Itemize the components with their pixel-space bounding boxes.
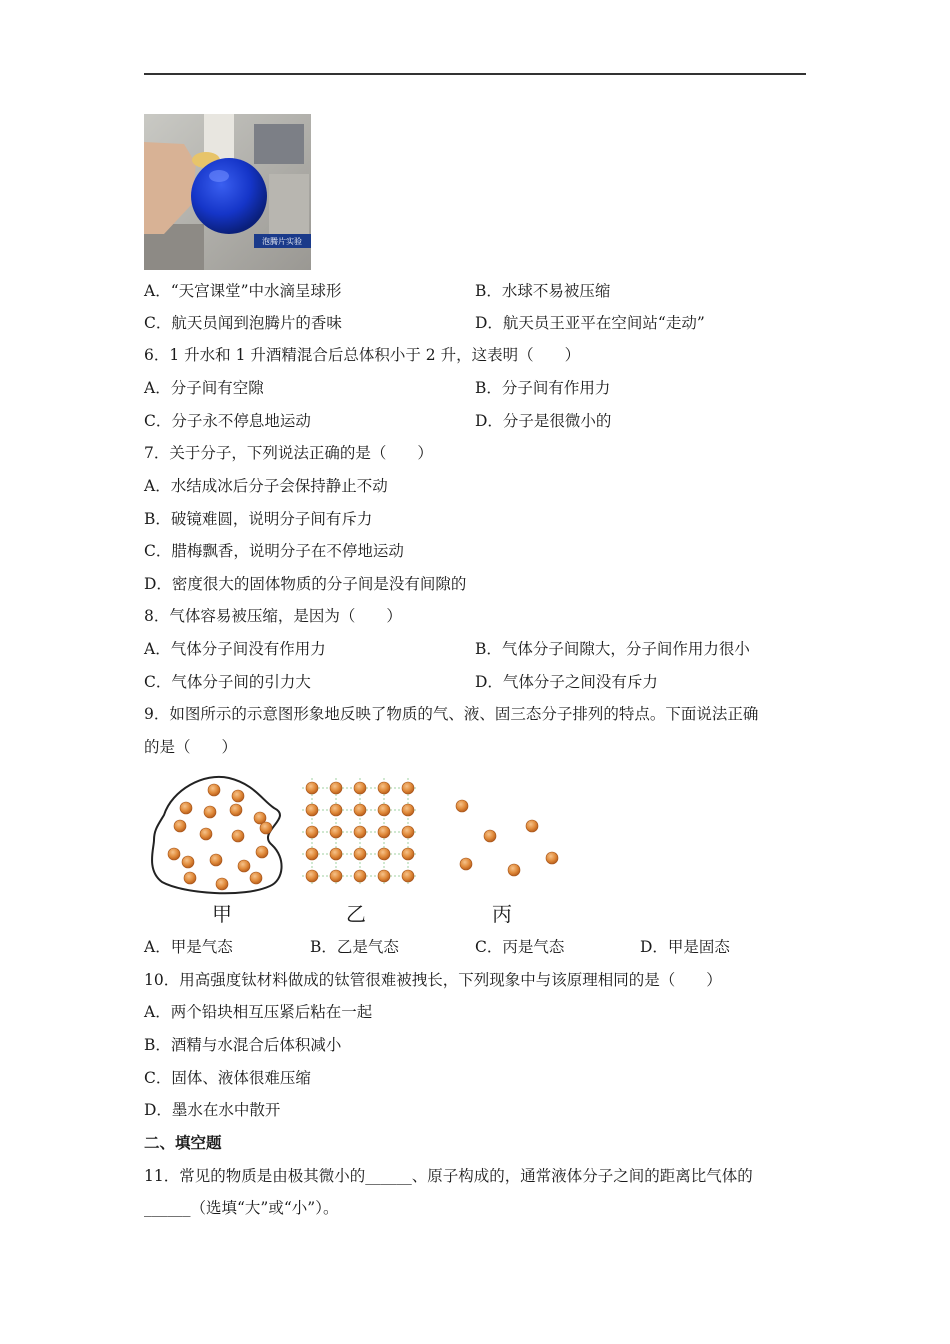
molecule-bing xyxy=(508,864,520,876)
q10-option-b: B．酒精与水混合后体积减小 xyxy=(144,1036,342,1054)
q8-option-b: B．气体分子间隙大，分子间作用力很小 xyxy=(475,640,750,658)
molecule-jia xyxy=(232,790,244,802)
molecule-jia xyxy=(238,860,250,872)
q9-stem-line1: 9．如图所示的示意图形象地反映了物质的气、液、固三态分子排列的特点。下面说法正确 xyxy=(144,705,759,723)
molecule-bing xyxy=(526,820,538,832)
figure-label-yi: 乙 xyxy=(346,902,366,926)
molecule-yi xyxy=(402,870,414,882)
molecule-yi xyxy=(378,848,390,860)
q5-option-d: D．航天员王亚平在空间站“走动” xyxy=(475,314,705,332)
q6-stem: 6．1 升水和 1 升酒精混合后总体积小于 2 升，这表明（ ） xyxy=(144,346,581,364)
molecule-jia xyxy=(168,848,180,860)
q10-option-a: A．两个铅块相互压紧后粘在一起 xyxy=(144,1003,373,1021)
q6-option-c: C．分子永不停息地运动 xyxy=(144,412,311,430)
molecule-bing xyxy=(484,830,496,842)
molecule-jia xyxy=(232,830,244,842)
molecule-yi xyxy=(378,804,390,816)
q9-option-b: B．乙是气态 xyxy=(310,938,399,956)
q9-option-c: C．丙是气态 xyxy=(475,938,565,956)
molecule-jia xyxy=(256,846,268,858)
figure-label-bing: 丙 xyxy=(492,902,512,926)
molecule-jia xyxy=(208,784,220,796)
molecule-yi xyxy=(330,804,342,816)
molecule-jia xyxy=(180,802,192,814)
molecule-yi xyxy=(354,870,366,882)
q9-option-d: D．甲是固态 xyxy=(640,938,730,956)
molecule-jia xyxy=(250,872,262,884)
molecule-yi xyxy=(354,848,366,860)
q5-option-c: C．航天员闻到泡腾片的香味 xyxy=(144,314,342,332)
q9-stem-line2: 的是（ ） xyxy=(144,738,238,756)
q6-option-b: B．分子间有作用力 xyxy=(475,379,611,397)
molecule-yi xyxy=(306,826,318,838)
q8-stem: 8．气体容易被压缩，是因为（ ） xyxy=(144,607,402,625)
section-heading-fill-in: 二、填空题 xyxy=(144,1133,222,1152)
molecule-yi xyxy=(306,848,318,860)
molecule-yi xyxy=(354,782,366,794)
q8-option-d: D．气体分子之间没有斥力 xyxy=(475,673,658,691)
molecule-yi xyxy=(402,848,414,860)
experiment-photo xyxy=(144,114,311,270)
q8-option-c: C．气体分子间的引力大 xyxy=(144,673,311,691)
molecule-yi xyxy=(306,804,318,816)
molecule-yi xyxy=(330,782,342,794)
molecule-yi xyxy=(306,870,318,882)
figure-label-jia: 甲 xyxy=(212,902,232,926)
molecule-bing xyxy=(546,852,558,864)
header-rule xyxy=(144,73,806,75)
q7-option-c: C．腊梅飘香，说明分子在不停地运动 xyxy=(144,542,404,560)
q9-option-a: A．甲是气态 xyxy=(144,938,233,956)
q5-option-a: A．“天宫课堂”中水滴呈球形 xyxy=(144,282,342,300)
q7-option-b: B．破镜难圆，说明分子间有斥力 xyxy=(144,510,373,528)
molecule-yi xyxy=(378,870,390,882)
molecule-jia xyxy=(184,872,196,884)
molecule-bing xyxy=(456,800,468,812)
q8-option-a: A．气体分子间没有作用力 xyxy=(144,640,326,658)
molecule-jia xyxy=(210,854,222,866)
q7-stem: 7．关于分子，下列说法正确的是（ ） xyxy=(144,444,433,462)
molecule-jia xyxy=(204,806,216,818)
q7-option-d: D．密度很大的固体物质的分子间是没有间隙的 xyxy=(144,575,467,593)
molecule-yi xyxy=(330,848,342,860)
molecule-yi xyxy=(402,804,414,816)
photo-caption: 泡腾片实验 xyxy=(262,237,302,246)
molecule-yi xyxy=(306,782,318,794)
molecule-jia xyxy=(182,856,194,868)
molecule-jia xyxy=(260,822,272,834)
q11-line2: ______（选填“大”或“小”）。 xyxy=(144,1199,339,1217)
q5-option-b: B．水球不易被压缩 xyxy=(475,282,611,300)
molecule-jia xyxy=(216,878,228,890)
q10-option-d: D．墨水在水中散开 xyxy=(144,1101,281,1119)
molecule-yi xyxy=(378,826,390,838)
molecule-yi xyxy=(354,804,366,816)
q6-option-d: D．分子是很微小的 xyxy=(475,412,612,430)
molecule-yi xyxy=(330,870,342,882)
q7-option-a: A．水结成冰后分子会保持静止不动 xyxy=(144,477,388,495)
q11-line1: 11．常见的物质是由极其微小的______、原子构成的，通常液体分子之间的距离比气体的 xyxy=(144,1167,753,1185)
molecule-jia xyxy=(174,820,186,832)
q10-stem: 10．用高强度钛材料做成的钛管很难被拽长，下列现象中与该原理相同的是（ ） xyxy=(144,971,722,989)
molecule-jia xyxy=(230,804,242,816)
molecule-yi xyxy=(354,826,366,838)
molecule-yi xyxy=(330,826,342,838)
molecule-jia xyxy=(200,828,212,840)
q10-option-c: C．固体、液体很难压缩 xyxy=(144,1069,311,1087)
molecule-yi xyxy=(378,782,390,794)
molecule-yi xyxy=(402,782,414,794)
states-of-matter-figure xyxy=(144,770,574,930)
molecule-yi xyxy=(402,826,414,838)
molecule-bing xyxy=(460,858,472,870)
q6-option-a: A．分子间有空隙 xyxy=(144,379,264,397)
